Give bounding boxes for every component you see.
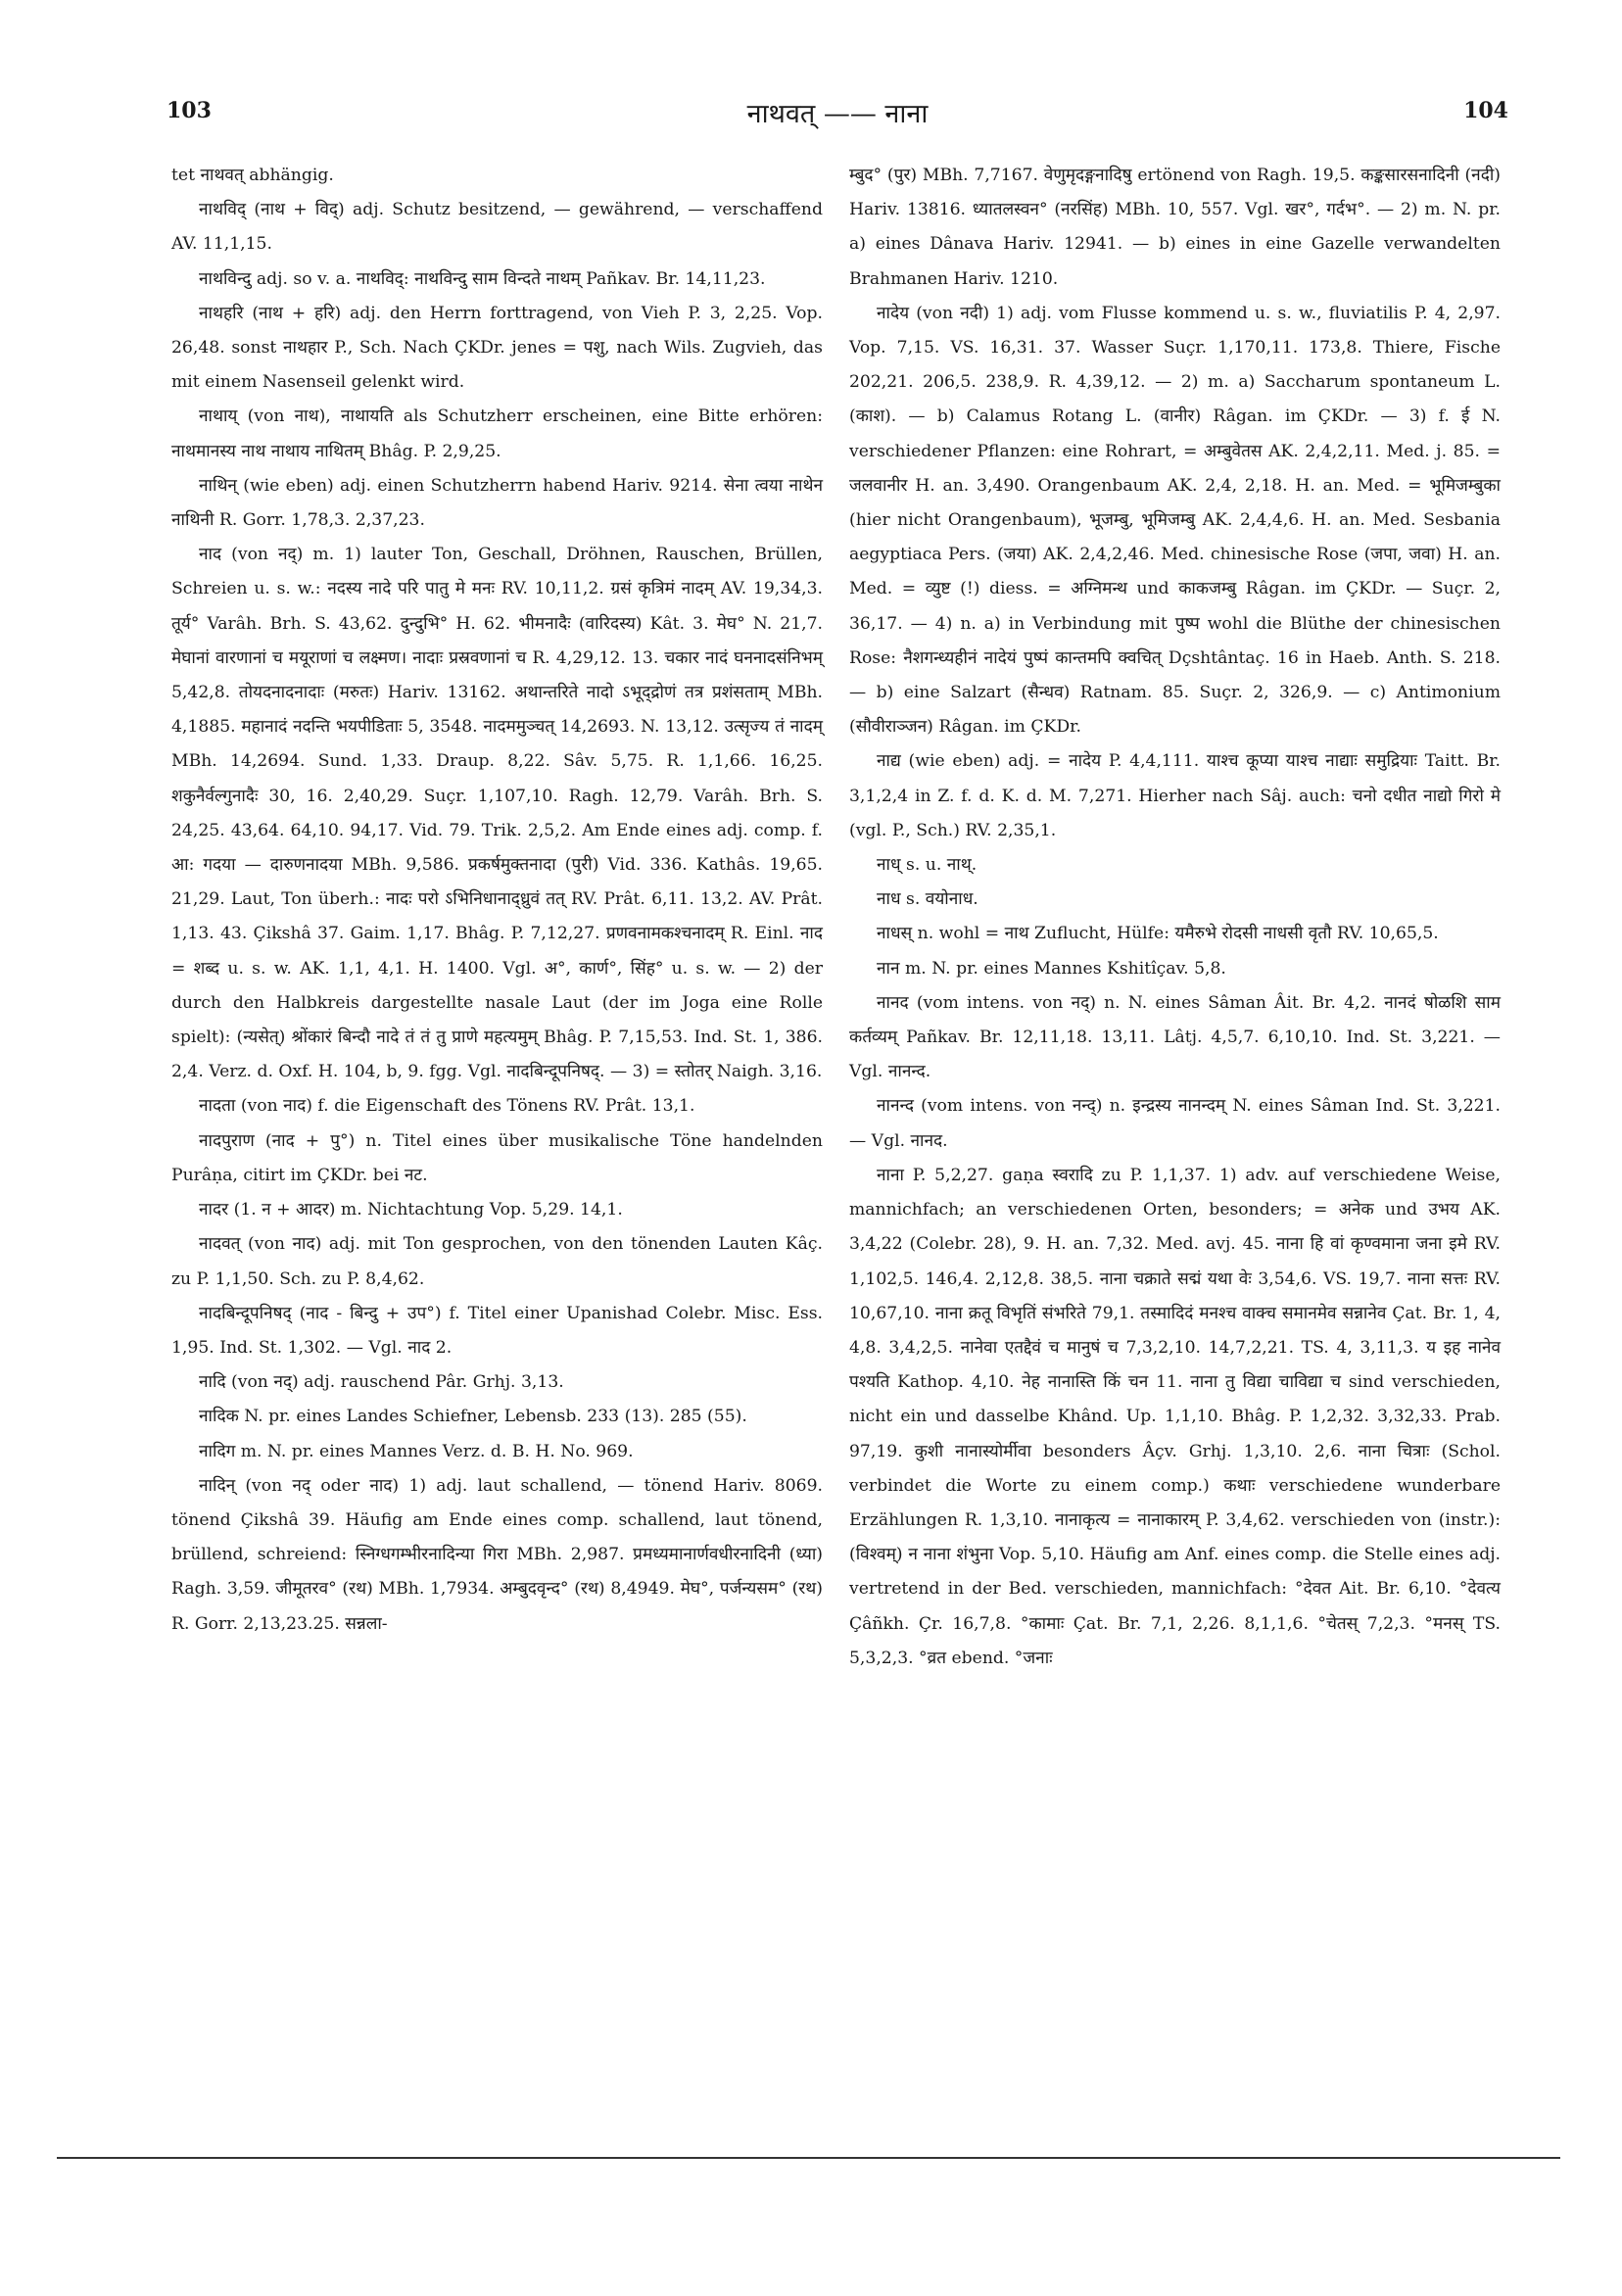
dictionary-entry: नादपुराण (नाद + पु°) n. Titel eines über musikalische Töne handelnden Purâṇa, citirt im ÇKDr. bei नट. — [171, 1130, 823, 1185]
dictionary-entry: नाद (von नद्) m. 1) lauter Ton, Geschall, Dröhnen, Rauschen, Brüllen, Schreien u. s. w.: नदस्य नादे परि पातु मे मनः RV. 10,11,2. ग्रसं कृत्रिमं नादम् AV. 19,34,3. तूर्य° Varâh. Brh. S. 43,62. दुन्दुभि° H. 62. भीमनादैः (वारिदस्य) Kât. 3. मेघ° N. 21,7. मेघानां वारणानां च मयूराणां च लक्ष्मण। नादाः प्रस्रवणानां च R. 4,29,12. 13. चकार नादं घननादसंनिभम् 5,42,8. तोयदनादनादाः (मरुतः) Hariv. 13162. अथान्तरिते नादो ऽभूद्द्रोणं तत्र प्रशंसताम् MBh. 4,1885. महानादं नदन्ति भयपीडिताः 5, 3548. नादममुञ्चत् 14,2693. N. 13,12. उत्सृज्य तं नादम् MBh. 14,2694. Sund. 1,33. Draup. 8,22. Sâv. 5,75. R. 1,1,66. 16,25. शकुनैर्वल्गुनादैः 30, 16. 2,40,29. Suçr. 1,107,10. Ragh. 12,79. Varâh. Brh. S. 24,25. 43,64. 64,10. 94,17. Vid. 79. Trik. 2,5,2. Am Ende eines adj. comp. f. आ: गदया — दारुणनादया MBh. 9,586. प्रकर्षमुक्तनादा (पुरी) Vid. 336. Kathâs. 19,65. 21,29. Laut, Ton überh.: नादः परो ऽभिनिधानाद्ध्रुवं तत् RV. Prât. 6,11. 13,2. AV. Prât. 1,13. 43. Çikshâ 37. Gaim. 1,17. Bhâg. P. 7,12,27. प्रणवनामकश्चनादम् R. Einl. नाद = शब्द u. s. w. AK. 1,1, 4,1. H. 1400. Vgl. अ°, कार्ण°, सिंह° u. s. w. — 2) der durch den Halbkreis dargestellte nasale Laut (der im Joga eine Rolle spielt): (न्यसेत्) श्रोंकारं बिन्दौ नादे तं तं तु प्राणे महत्यमुम् Bhâg. P. 7,15,53. Ind. St. 1, 386. 2,4. Verz. d. Oxf. H. 104, b, 9. fgg. Vgl. नादबिन्दूपनिषद्. — 3) = स्तोतर् Naigh. 3,16. — [171, 545, 823, 1082]
dictionary-entry: नादेय (von नदी) 1) adj. vom Flusse kommend u. s. w., fluviatilis P. 4, 2,97. Vop. 7,15. VS. 16,31. 37. Wasser Suçr. 1,170,11. 173,8. Thiere, Fische 202,21. 206,5. 238,9. R. 4,39,12. — 2) m. a) Saccharum spontaneum L. (काश). — b) Calamus Rotang L. (वानीर) Râgan. im ÇKDr. — 3) f. ई N. verschiedener Pflanzen: eine Rohrart, = अम्बुवेतस AK. 2,4,2,11. Med. j. 85. = जलवानीर H. an. 3,490. Orangenbaum AK. 2,4, 2,18. H. an. Med. = भूमिजम्बुका (hier nicht Orangenbaum), भूजम्बु, भूमिजम्बु AK. 2,4,4,6. H. an. Med. Sesbania aegyptiaca Pers. (जया) AK. 2,4,2,46. Med. chinesische Rose (जपा, जवा) H. an. Med. = व्युष्ट (!) diess. = अग्निमन्थ und काकजम्बु Râgan. im ÇKDr. — Suçr. 2, 36,17. — 4) n. a) in Verbindung mit पुष्प wohl die Blüthe der chinesischen Rose: नैशगन्ध्यहीनं नादेयं पुष्पं कान्तमपि क्वचित् Dçshtântaç. 16 in Haeb. Anth. S. 218. — b) eine Salzart (सैन्धव) Ratnam. 85. Suçr. 2, 326,9. — c) Antimonium (सौवीराञ्जन) Râgan. im ÇKDr. — [849, 303, 1501, 738]
dictionary-entry: नाद्य (wie eben) adj. = नादेय P. 4,4,111. याश्च कूप्या याश्च नाद्याः समुद्रियाः Taitt. Br. 3,1,2,4 in Z. f. d. K. d. M. 7,271. Hierher nach Sâj. auch: चनो दधीत नाद्यो गिरो मे (vgl. P., Sch.) RV. 2,35,1. — [849, 751, 1501, 840]
dictionary-entry: नाथाय् (von नाथ), नाथायति als Schutzherr erscheinen, eine Bitte erhören: नाथमानस्य नाथ नाथाय नाथितम् Bhâg. P. 2,9,25. — [171, 407, 823, 461]
dictionary-entry: नाध् s. u. नाथ्. — [877, 855, 978, 876]
dictionary-entry: नानद (vom intens. von नद्) n. N. eines Sâman Âit. Br. 4,2. नानदं षोळशि साम कर्तव्यम् Pañkav. Br. 12,11,18. 13,11. Lâtj. 4,5,7. 6,10,10. Ind. St. 3,221. — Vgl. नानन्द. — [849, 992, 1501, 1082]
dictionary-entry: नादिन् (von नद् oder नाद) 1) adj. laut schallend, — tönend Hariv. 8069. tönend Çikshâ 39. Häufig am Ende eines comp. schallend, laut tönend, brüllend, schreiend: स्निग्धगम्भीरनादिन्या गिरा MBh. 2,987. प्रमध्यमानार्णवधीरनादिनी (ध्या) Ragh. 3,59. जीमूतरव° (रथ) MBh. 1,7934. अम्बुदवृन्द° (रथ) 8,4949. मेघ°, पर्जन्यसम° (रथ) R. Gorr. 2,13,23.25. सन्नला- — [171, 1475, 823, 1634]
dictionary-entry: tet नाथवत् abhängig. — [171, 166, 334, 185]
dictionary-entry: नादवत् (von नाद) adj. mit Ton gesprochen, von den tönenden Lauten Kâç. zu P. 1,1,50. Sch. zu P. 8,4,62. — [171, 1234, 823, 1289]
left-column — [171, 159, 823, 1642]
dictionary-entry: नाथिन् (wie eben) adj. einen Schutzherrn habend Hariv. 9214. सेना त्वया नाथेन नाथिनी R. Gorr. 1,78,3. 2,37,23. — [171, 475, 823, 531]
running-headwords: नाथवत् —— नाना — [746, 99, 929, 129]
footer-rule — [57, 2157, 1560, 2159]
right-column — [849, 159, 1501, 1676]
dictionary-entry: नादबिन्दूपनिषद् (नाद - बिन्दु + उप°) f. Titel einer Upanishad Colebr. Misc. Ess. 1,95. Ind. St. 1,302. — Vgl. नाद 2. — [171, 1303, 823, 1358]
dictionary-entry: नादिग m. N. pr. eines Mannes Verz. d. B. H. No. 969. — [199, 1441, 634, 1461]
dictionary-entry: नाथहरि (नाथ + हरि) adj. den Herrn forttragend, von Vieh P. 3, 2,25. Vop. 26,48. sonst नाथहार P., Sch. Nach ÇKDr. jenes = पशु, nach Wils. Zugvieh, das mit einem Nasenseil gelenkt wird. — [171, 303, 823, 393]
dictionary-entry: नाध s. वयोनाध. — [877, 889, 978, 910]
dictionary-entry: नादता (von नाद) f. die Eigenschaft des Tönens RV. Prât. 13,1. — [199, 1096, 695, 1117]
page-number-right: 104 — [1463, 98, 1508, 123]
dictionary-entry: म्बुद° (पुर) MBh. 7,7167. वेणुमृदङ्गनादिषु ertönend von Ragh. 19,5. कङ्कसारसनादिनी (नदी) Hariv. 13816. ध्यातलस्वन° (नरसिंह) MBh. 10, 557. Vgl. खर°, गर्दभ°. — 2) m. N. pr. a) eines Dânava Hariv. 12941. — b) eines in eine Gazelle verwandelten Brahmanen Hariv. 1210. — [849, 166, 1501, 289]
dictionary-entry: नादर (1. न + आदर) m. Nichtachtung Vop. 5,29. 14,1. — [199, 1200, 623, 1220]
dictionary-entry: नाना P. 5,2,27. gaṇa स्वरादि zu P. 1,1,37. 1) adv. auf verschiedene Weise, mannichfach; an verschiedenen Orten, besonders; = अनेक und उभय AK. 3,4,22 (Colebr. 28), 9. H. an. 7,32. Med. avj. 45. नाना हि वां कृण्वमाना जना इमे RV. 1,102,5. 146,4. 2,12,8. 38,5. नाना चक्राते सद्मं यथा वेः 3,54,6. VS. 19,7. नाना सत्तः RV. 10,67,10. नाना क्रतू विभृतिं संभरिते 79,1. तस्मादिदं मनश्च वाक्च समानमेव सन्नानेव Çat. Br. 1, 4, 4,8. 3,4,2,5. नानेवा एतद्दैवं च मानुषं च 7,3,2,10. 14,7,2,21. TS. 4, 3,11,3. य इह नानेव पश्यति Kathop. 4,10. नेह नानास्ति किं चन 11. नाना तु विद्या चाविद्या च sind verschieden, nicht ein und dasselbe Khând. Up. 1,1,10. Bhâg. P. 1,2,32. 3,32,33. Prab. 97,19. कुशी नानास्योर्मीवा besonders Âçv. Grhj. 1,3,10. 2,6. नाना चित्राः (Schol. verbindet die Worte zu einem comp.) कथाः verschiedene wunderbare Erzählungen R. 1,3,10. नानाकृत्य = नानाकारम् P. 3,4,62. verschieden von (instr.): (विश्वम्) न नाना शंभुना Vop. 5,10. Häufig am Anf. eines comp. die Stelle eines adj. vertretend in der Bed. verschieden, mannichfach: °देवत Ait. Br. 6,10. °देवत्य Çâñkh. Çr. 16,7,8. °कामाः Çat. Br. 7,1, 2,26. 8,1,1,6. °चेतस् 7,2,3. °मनस् TS. 5,3,2,3. °व्रत ebend. °जनाः — [849, 1165, 1501, 1668]
dictionary-entry: नाधस् n. wohl = नाथ Zuflucht, Hülfe: यमैरुभे रोदसी नाधसी वृतौ RV. 10,65,5. — [877, 924, 1439, 944]
dictionary-entry: नान m. N. pr. eines Mannes Kshitîçav. 5,8. — [877, 958, 1226, 979]
page-number-left: 103 — [167, 98, 212, 123]
dictionary-entry: नाथविद् (नाथ + विद्) adj. Schutz besitzend, — gewährend, — verschaffend AV. 11,1,15. — [171, 200, 823, 255]
dictionary-entry: नाथविन्दु adj. so v. a. नाथविद्: नाथविन्दु साम विन्दते नाथम् Pañkav. Br. 14,11,23. — [199, 268, 766, 289]
dictionary-entry: नानन्द (vom intens. von नन्द्) n. इन्द्रस्य नानन्दम् N. eines Sâman Ind. St. 3,221. — Vgl. नानद. — [849, 1096, 1501, 1151]
dictionary-entry: नादिक N. pr. eines Landes Schiefner, Lebensb. 233 (13). 285 (55). — [199, 1407, 747, 1427]
page-header — [167, 98, 1508, 137]
dictionary-entry: नादि (von नद्) adj. rauschend Pâr. Grhj. 3,13. — [199, 1372, 564, 1393]
